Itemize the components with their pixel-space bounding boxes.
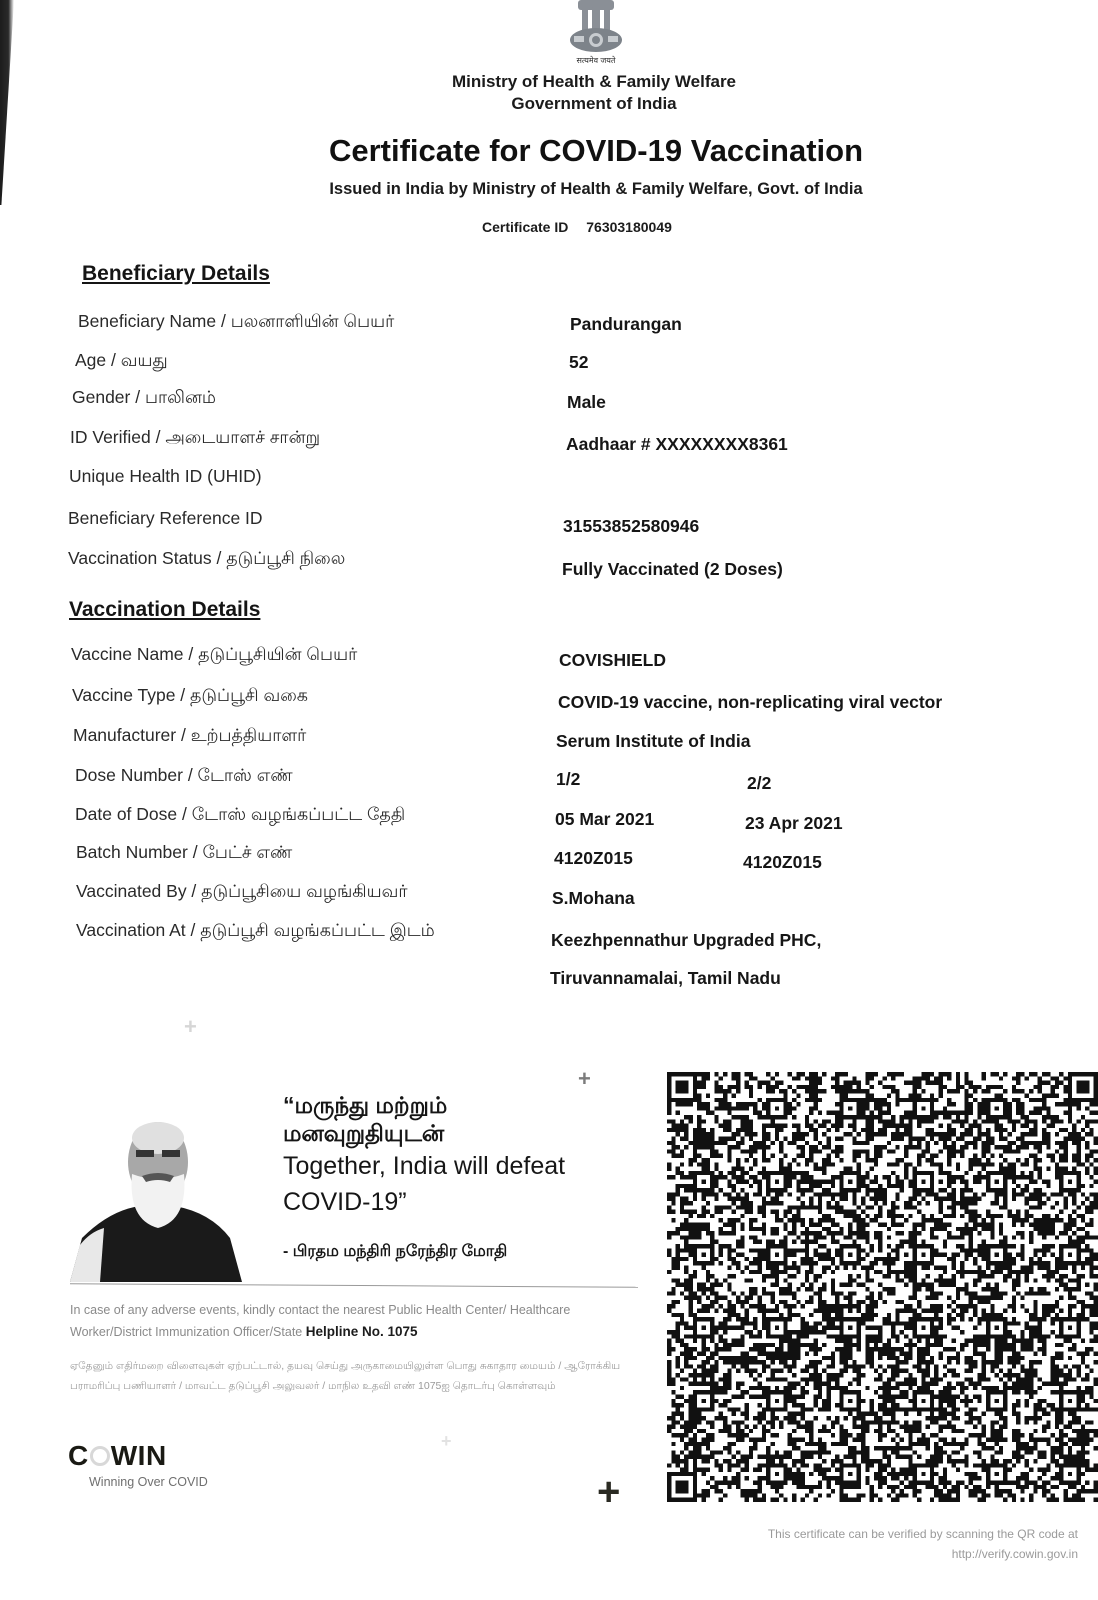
qr-finder-pattern [921, 1326, 925, 1330]
quote-english-line2: COVID-19” [283, 1188, 407, 1216]
adverse-events-advisory [70, 1300, 630, 1343]
beneficiary-reference-id-label: Beneficiary Reference ID [68, 508, 263, 528]
qr-finder-pattern [1068, 1326, 1072, 1330]
national-emblem-icon [568, 0, 624, 62]
qr-finder-pattern [995, 1326, 999, 1330]
vaccinated-by-value: S.Mohana [552, 888, 635, 908]
quote-tamil-line2: மனவுறுதியுடன் [283, 1120, 445, 1146]
qr-finder-pattern [701, 1253, 705, 1257]
qr-finder-pattern [775, 1399, 779, 1403]
qr-finder-pattern [848, 1399, 852, 1403]
beneficiary-reference-id-value: 31553852580946 [563, 516, 700, 536]
qr-finder-pattern [775, 1326, 779, 1330]
batch-number-value-2: 4120Z015 [743, 852, 822, 872]
gender-label: Gender / பாலினம் [72, 387, 216, 407]
beneficiary-name-label: Beneficiary Name / பலனாளியின் பெயர் [78, 311, 395, 331]
qr-finder-pattern [921, 1106, 925, 1110]
qr-finder-pattern [995, 1106, 999, 1110]
quote-tamil-line1: “மருந்து மற்றும் [283, 1092, 448, 1118]
verify-url[interactable]: http://verify.cowin.gov.in [951, 1547, 1078, 1561]
qr-finder-pattern [1068, 1399, 1072, 1403]
qr-finder-pattern [995, 1472, 999, 1476]
divider [70, 1283, 638, 1287]
qr-finder-pattern [701, 1180, 705, 1184]
registration-mark-icon: + [578, 1066, 591, 1091]
date-of-dose-label: Date of Dose / டோஸ் வழங்கப்பட்ட தேதி [75, 804, 406, 824]
qr-finder-pattern [676, 1081, 689, 1094]
registration-mark-icon: + [597, 1470, 621, 1514]
qr-finder-pattern [848, 1106, 852, 1110]
date-of-dose-value-2: 23 Apr 2021 [745, 813, 843, 833]
vaccination-at-label: Vaccination At / தடுப்பூசி வழங்கப்பட்ட இடம் [76, 920, 435, 940]
advisory-tamil-text: ஏதேனும் எதிர்மறை விளைவுகள் ஏற்பட்டால், தயவு செய்து அருகாமையிலுள்ள பொது சுகாதார மையம் / ஆரோக்கிய பராமரிப்பு பணியாளர் / மாவட்ட தடுப்பூசி அலுவலர் / மாநில உதவி எண் 1075ஐ தொடர்பு கொள்ளவும் [70, 1360, 621, 1392]
manufacturer-label: Manufacturer / உற்பத்தியாளர் [73, 725, 307, 745]
vaccinated-by-label: Vaccinated By / தடுப்பூசியை வழங்கியவர் [76, 881, 408, 901]
vaccination-status-label: Vaccination Status / தடுப்பூசி நிலை [68, 548, 346, 568]
vaccine-type-label: Vaccine Type / தடுப்பூசி வகை [72, 685, 308, 705]
vaccination-at-value-line2: Tiruvannamalai, Tamil Nadu [550, 968, 781, 988]
batch-number-label: Batch Number / பேட்ச் எண் [76, 842, 293, 862]
qr-finder-pattern [995, 1399, 999, 1403]
vaccination-at-value-line1: Keezhpennathur Upgraded PHC, [551, 930, 822, 950]
beneficiary-name-value: Pandurangan [570, 314, 682, 334]
batch-number-value-1: 4120Z015 [554, 848, 633, 868]
qr-finder-pattern [848, 1472, 852, 1476]
quote-attribution: - பிரதம மந்திரி நரேந்திர மோதி [283, 1243, 508, 1260]
certificate-id [482, 219, 672, 235]
cowin-tagline: Winning Over COVID [89, 1475, 208, 1489]
qr-finder-pattern [848, 1180, 852, 1184]
age-label: Age / வயது [75, 350, 168, 370]
emblem-motto: सत्यमेव जयते [576, 56, 616, 65]
qr-finder-pattern [775, 1180, 779, 1184]
registration-mark-icon: + [441, 1431, 452, 1451]
qr-finder-pattern [995, 1253, 999, 1257]
cowin-logo-win: WIN [110, 1440, 167, 1471]
verify-text-line1: This certificate can be verified by scanning the QR code at [767, 1527, 1078, 1541]
qr-finder-pattern [995, 1180, 999, 1184]
qr-finder-pattern [1076, 1081, 1089, 1094]
certificate-title: Certificate for COVID-19 Vaccination [328, 133, 864, 168]
qr-finder-pattern [1068, 1253, 1072, 1257]
government-name: Government of India [511, 94, 677, 113]
certificate-subtitle: Issued in India by Ministry of Health & Family Welfare, Govt. of India [329, 180, 863, 198]
qr-finder-pattern [775, 1472, 779, 1476]
id-verified-label: ID Verified / அடையாளச் சான்று [70, 427, 321, 447]
helpline-number: Helpline No. 1075 [305, 1324, 418, 1339]
beneficiary-details-heading: Beneficiary Details [82, 262, 270, 285]
uhid-label: Unique Health ID (UHID) [69, 466, 262, 486]
certificate-id-value: 76303180049 [586, 219, 672, 235]
qr-finder-pattern [1068, 1180, 1072, 1184]
qr-finder-pattern [921, 1253, 925, 1257]
qr-finder-pattern [775, 1106, 779, 1110]
dose-number-value-2: 2/2 [747, 773, 772, 793]
cowin-logo [68, 1440, 167, 1472]
qr-finder-pattern [1068, 1472, 1072, 1476]
dose-number-value-1: 1/2 [556, 769, 581, 789]
qr-finder-pattern [701, 1326, 705, 1330]
vaccination-status-value: Fully Vaccinated (2 Doses) [562, 559, 783, 579]
qr-finder-pattern [921, 1399, 925, 1403]
age-value: 52 [569, 352, 589, 372]
qr-finder-pattern [921, 1180, 925, 1184]
cowin-logo-circle-icon [90, 1446, 110, 1466]
cowin-logo-c: C [68, 1440, 89, 1471]
qr-finder-pattern [848, 1326, 852, 1330]
date-of-dose-value-1: 05 Mar 2021 [555, 809, 655, 829]
qr-finder-pattern [775, 1253, 779, 1257]
quote-english-line1: Together, India will defeat [283, 1152, 566, 1180]
dose-number-label: Dose Number / டோஸ் எண் [75, 765, 293, 785]
qr-finder-pattern [676, 1481, 689, 1494]
qr-code-icon[interactable] [667, 1072, 1098, 1502]
vaccine-name-value: COVISHIELD [559, 650, 666, 670]
ministry-name: Ministry of Health & Family Welfare [451, 72, 737, 91]
qr-finder-pattern [701, 1399, 705, 1403]
qr-finder-pattern [921, 1472, 925, 1476]
vaccine-type-value: COVID-19 vaccine, non-replicating viral vector [558, 692, 943, 712]
qr-finder-pattern [848, 1253, 852, 1257]
vaccine-name-label: Vaccine Name / தடுப்பூசியின் பெயர் [71, 644, 358, 664]
advisory-english-text: In case of any adverse events, kindly contact the nearest Public Health Center/ Healthcare Worker/District Immunization Officer/State [70, 1303, 571, 1339]
registration-mark-icon: + [184, 1014, 197, 1039]
page-edge-shadow [0, 0, 14, 205]
certificate-id-label: Certificate ID [482, 219, 569, 235]
vaccination-details-heading: Vaccination Details [69, 598, 261, 621]
prime-minister-photo [70, 1110, 242, 1282]
id-verified-value: Aadhaar # XXXXXXXX8361 [566, 434, 788, 454]
gender-value: Male [567, 392, 606, 412]
manufacturer-value: Serum Institute of India [556, 731, 751, 751]
